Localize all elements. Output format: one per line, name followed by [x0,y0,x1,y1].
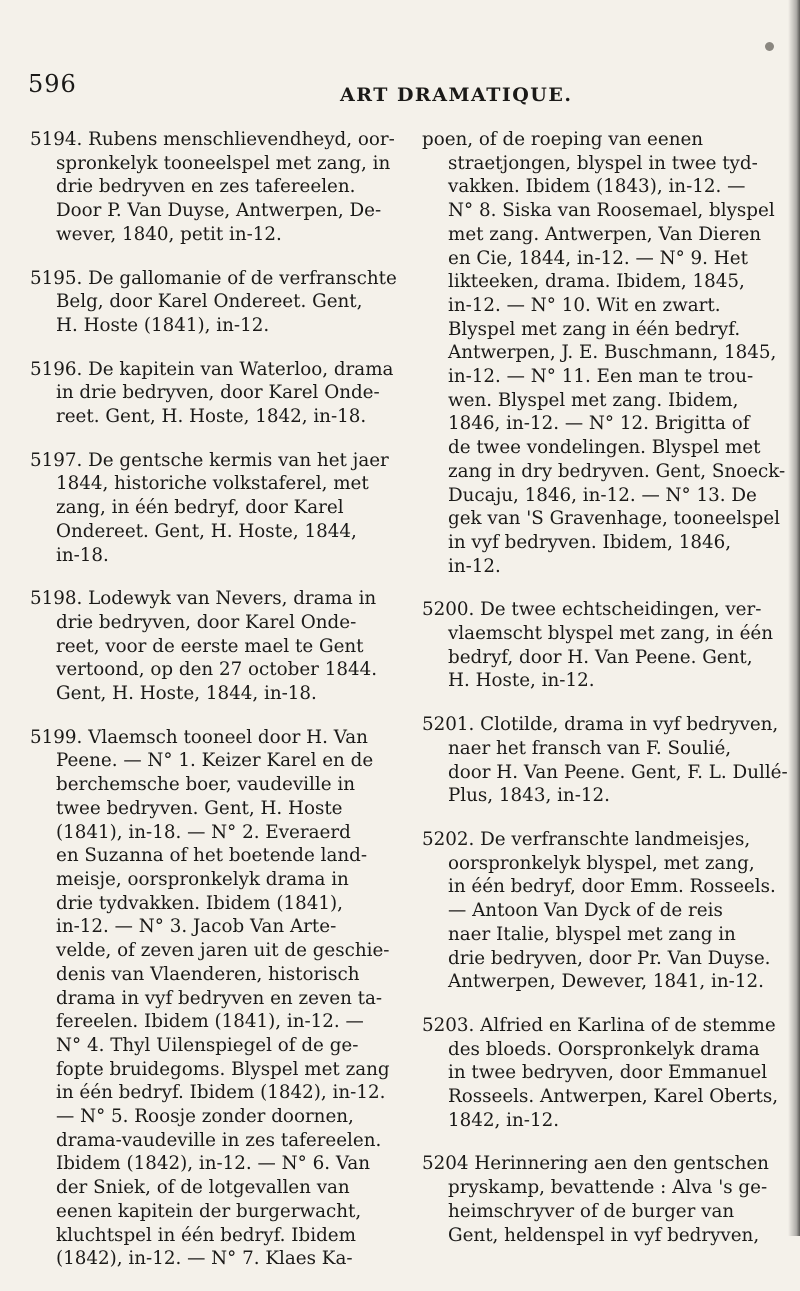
entry-line: gek van 'S Gravenhage, tooneelspel [448,508,780,530]
entry-line: in-12. — N° 10. Wit en zwart. [448,294,721,316]
entry-line: Gent, heldenspel in vyf bedryven, [448,1224,760,1246]
entry-line: in twee bedryven, door Emmanuel [448,1062,768,1084]
entry-line: Door P. Van Duyse, Antwerpen, De- [56,200,382,222]
catalogue-entry-5198 [30,587,382,706]
entry-line: drie bedryven, door Pr. Van Duyse. [448,947,771,969]
running-head: ART DRAMATIQUE. [340,84,573,106]
entry-line: 5199. Vlaemsch tooneel door H. Van [30,726,368,748]
entry-line: en Suzanna of het boetende land- [56,845,368,867]
entry-line: des bloeds. Oorspronkelyk drama [448,1038,760,1060]
entry-line: N° 4. Thyl Uilenspiegel of de ge- [56,1034,359,1056]
entry-line: der Sniek, of de lotgevallen van [56,1177,350,1199]
entry-line: 1846, in-12. — N° 12. Brigitta of [448,413,750,435]
entry-line: vertoond, op den 27 october 1844. [56,659,378,681]
catalogue-entry-5194 [30,128,395,247]
catalogue-entry-5195 [30,267,397,338]
entry-line: 1844, historiche volkstaferel, met [56,473,369,495]
entry-line: N° 8. Siska van Roosemael, blyspel [448,200,775,222]
page-number: 596 [28,70,77,98]
entry-line: bedryf, door H. Van Peene. Gent, [448,646,753,668]
entry-line: oorspronkelyk blyspel, met zang, [448,852,755,874]
entry-line: 5195. De gallomanie of de verfranschte [30,267,397,289]
entry-line: berchemsche boer, vaudeville in [56,774,355,796]
entry-line: 5198. Lodewyk van Nevers, drama in [30,588,377,610]
entry-line: in vyf bedryven. Ibidem, 1846, [448,531,732,553]
entry-line: reet, voor de eerste mael te Gent [56,635,364,657]
entry-line: de twee vondelingen. Blyspel met [448,437,761,459]
entry-line: Belg, door Karel Ondereet. Gent, [56,291,363,313]
left-column [30,128,397,1291]
catalogue-entry-5203 [422,1014,779,1133]
page-edge-shadow [788,0,800,1236]
entry-line: Ducaju, 1846, in-12. — N° 13. De [448,484,757,506]
catalogue-entry-5202 [422,828,774,994]
entry-line: velde, of zeven jaren uit de geschie- [56,940,390,962]
entry-line: Rosseels. Antwerpen, Karel Oberts, [448,1086,779,1108]
entry-line: eenen kapitein der burgerwacht, [56,1200,362,1222]
entry-line: wever, 1840, petit in-12. [56,223,282,245]
entry-line: drie bedryven, door Karel Onde- [56,611,357,633]
ink-dot [765,42,774,51]
catalogue-entry-5196 [30,358,394,429]
entry-line: (1841), in-18. — N° 2. Everaerd [56,821,351,843]
entry-line: kluchtspel in één bedryf. Ibidem [56,1224,356,1246]
entry-line: 5204 Herinnering aen den gentschen [422,1153,769,1175]
entry-line: straetjongen, blyspel in twee tyd- [448,152,758,174]
entry-line: in drie bedryven, door Karel Onde- [56,382,380,404]
catalogue-entry-5204 [422,1152,774,1247]
entry-line: Antwerpen, Dewever, 1841, in-12. [448,971,764,993]
entry-line: Ibidem (1842), in-12. — N° 6. Van [56,1153,371,1175]
entry-line: meisje, oorspronkelyk drama in [56,868,349,890]
entry-line: pryskamp, bevattende : Alva 's ge- [448,1177,768,1199]
entry-line: heimschryver of de burger van [448,1200,735,1222]
entry-line: naer het fransch van F. Soulié, [448,737,732,759]
entry-line: 5200. De twee echtscheidingen, ver- [422,599,762,621]
entry-line: Peene. — N° 1. Keizer Karel en de [56,750,374,772]
entry-line: in-12. [448,555,501,577]
entry-line: Blyspel met zang in één bedryf. [448,318,741,340]
entry-line: zang, in één bedryf, door Karel [56,497,344,519]
entry-line: drie bedryven en zes tafereelen. [56,176,356,198]
entry-line: drama in vyf bedryven en zeven ta- [56,987,383,1009]
right-column [422,128,788,1267]
entry-line: vakken. Ibidem (1843), in-12. — [448,176,746,198]
entry-line: in één bedryf, door Emm. Rosseels. [448,876,776,898]
entry-line: in één bedryf. Ibidem (1842), in-12. [56,1082,386,1104]
catalogue-entry-5199-cont [422,128,786,578]
entry-line: 5196. De kapitein van Waterloo, drama [30,358,394,380]
catalogue-entry-5199 [30,726,390,1271]
entry-line: in-18. [56,544,109,566]
entry-line: likteeken, drama. Ibidem, 1845, [448,271,745,293]
entry-line: — Antoon Van Dyck of de reis [448,900,723,922]
entry-line: in-12. — N° 11. Een man te trou- [448,366,754,388]
entry-line: in-12. — N° 3. Jacob Van Arte- [56,916,337,938]
entry-line: zang in dry bedryven. Gent, Snoeck- [448,460,786,482]
entry-line: en Cie, 1844, in-12. — N° 9. Het [448,247,748,269]
entry-line: poen, of de roeping van eenen [422,129,704,150]
entry-line: Antwerpen, J. E. Buschmann, 1845, [448,342,777,364]
entry-line: H. Hoste, in-12. [448,670,595,692]
entry-line: 5194. Rubens menschlievendheyd, oor- [30,129,395,150]
entry-line: (1842), in-12. — N° 7. Klaes Ka- [56,1248,353,1270]
catalogue-entry-5197 [30,449,389,568]
entry-line: H. Hoste (1841), in-12. [56,314,270,336]
entry-line: denis van Vlaenderen, historisch [56,963,360,985]
entry-line: Plus, 1843, in-12. [448,785,610,807]
entry-line: wen. Blyspel met zang. Ibidem, [448,389,739,411]
entry-line: door H. Van Peene. Gent, F. L. Dullé- [448,761,788,783]
entry-line: spronkelyk tooneelspel met zang, in [56,152,391,174]
catalogue-entry-5201 [422,713,788,808]
entry-line: Gent, H. Hoste, 1844, in-18. [56,683,317,705]
entry-line: drie tydvakken. Ibidem (1841), [56,892,343,914]
entry-line: fopte bruidegoms. Blyspel met zang [56,1058,390,1080]
entry-line: drama-vaudeville in zes tafereelen. [56,1129,382,1151]
entry-line: vlaemscht blyspel met zang, in één [448,623,774,645]
catalogue-entry-5200 [422,598,774,693]
entry-line: reet. Gent, H. Hoste, 1842, in-18. [56,406,367,428]
entry-line: fereelen. Ibidem (1841), in-12. — [56,1011,364,1033]
entry-line: Ondereet. Gent, H. Hoste, 1844, [56,520,357,542]
entry-line: 5197. De gentsche kermis van het jaer [30,449,389,471]
entry-line: 1842, in-12. [448,1109,560,1131]
entry-line: 5201. Clotilde, drama in vyf bedryven, [422,714,779,736]
entry-line: met zang. Antwerpen, Van Dieren [448,223,762,245]
entry-line: 5203. Alfried en Karlina of de stemme [422,1014,776,1036]
entry-line: naer Italie, blyspel met zang in [448,923,736,945]
entry-line: — N° 5. Roosje zonder doornen, [56,1106,354,1128]
entry-line: 5202. De verfranschte landmeisjes, [422,828,751,850]
entry-line: twee bedryven. Gent, H. Hoste [56,797,343,819]
